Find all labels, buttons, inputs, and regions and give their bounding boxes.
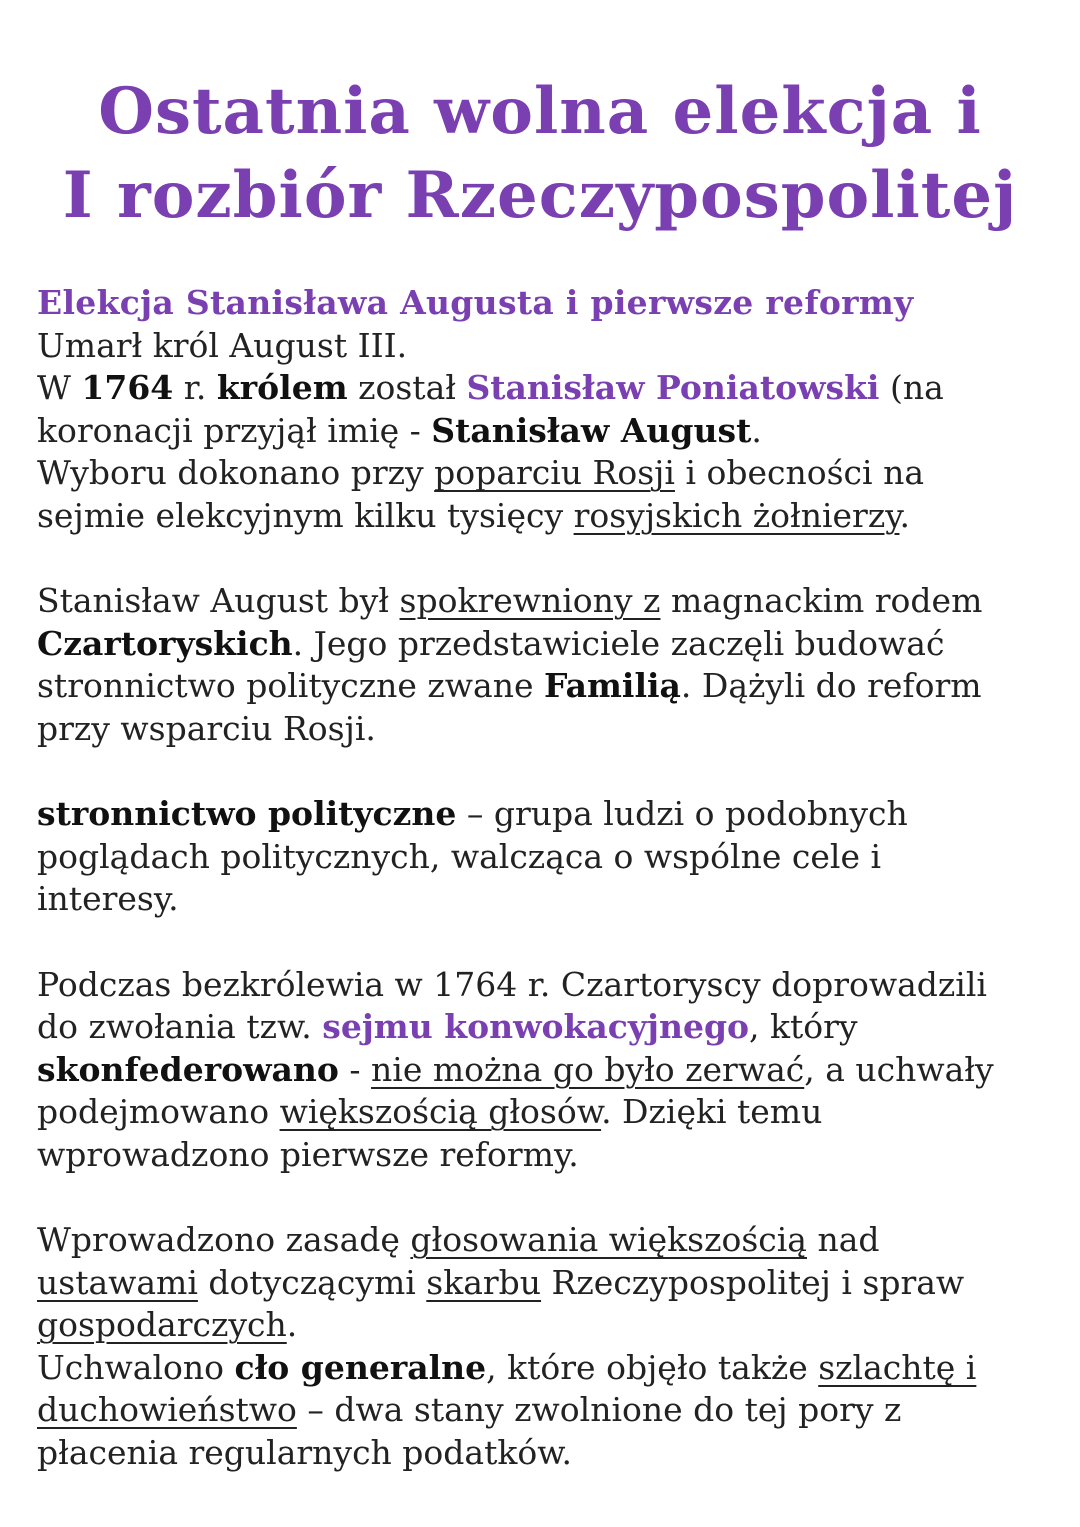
term-familia: Familią xyxy=(543,666,681,706)
text-span: , a uchwały xyxy=(804,1049,994,1089)
underlined-phrase: duchowieństwo xyxy=(37,1390,297,1430)
underlined-phrase: ustawami xyxy=(37,1262,198,1302)
text-line xyxy=(37,1304,1067,1347)
text-line xyxy=(37,367,1067,410)
document-body xyxy=(37,282,1067,1475)
paragraph-sejm-konwokacyjny xyxy=(37,964,1067,1177)
text-line xyxy=(37,1262,1067,1305)
term-czartoryskich: Czartoryskich xyxy=(37,623,293,663)
text-span: – dwa stany zwolnione do tej pory z xyxy=(296,1390,902,1430)
page-title xyxy=(0,70,1080,238)
text-span: . xyxy=(751,410,762,450)
text-line: płacenia regularnych podatków. xyxy=(37,1433,573,1473)
year-1764: 1764 xyxy=(81,368,174,408)
text-span: Wyboru dokonano przy xyxy=(37,453,435,493)
text-line: Podczas bezkrólewia w 1764 r. Czartoryscy doprowadzili xyxy=(37,964,987,1004)
text-line: wprowadzono pierwsze reformy. xyxy=(37,1134,579,1174)
term-stronnictwo-polityczne: stronnictwo polityczne xyxy=(37,794,457,834)
paragraph-czartoryscy xyxy=(37,580,1067,750)
text-span: Wprowadzono zasadę xyxy=(37,1220,411,1260)
text-span: . Dążyli do reform xyxy=(680,666,982,706)
name-stanislaw-august: Stanisław August xyxy=(431,410,752,450)
underlined-phrase: gospodarczych xyxy=(37,1305,287,1345)
text-span: . xyxy=(899,495,910,535)
text-line xyxy=(37,623,1067,666)
text-line xyxy=(37,793,1067,836)
text-span: , który xyxy=(749,1007,858,1047)
text-line: interesy. xyxy=(37,879,179,919)
text-span: podejmowano xyxy=(37,1092,280,1132)
paragraph-election xyxy=(37,325,1067,538)
text-span: , które objęło także xyxy=(486,1347,819,1387)
text-line xyxy=(37,1219,1067,1262)
title-line-2: I rozbiór Rzeczypospolitej xyxy=(62,158,1018,233)
title-line-1: Ostatnia wolna elekcja i xyxy=(98,74,982,149)
text-span: i obecności na xyxy=(674,453,924,493)
paragraph-reforms xyxy=(37,1219,1067,1475)
text-line xyxy=(37,1091,1067,1134)
underlined-phrase: skarbu xyxy=(426,1262,542,1302)
underlined-phrase: szlachtę i xyxy=(818,1347,977,1387)
text-span: do zwołania tzw. xyxy=(37,1007,323,1047)
name-stanislaw-poniatowski: Stanisław Poniatowski xyxy=(466,368,880,408)
text-line xyxy=(37,665,1067,708)
text-line: poglądach politycznych, walcząca o wspólne cele i xyxy=(37,836,882,876)
text-line xyxy=(37,410,1067,453)
underlined-phrase: poparciu Rosji xyxy=(434,453,675,493)
term-clo-generalne: cło generalne xyxy=(234,1347,487,1387)
term-sejm-konwokacyjny: sejmu konwokacyjnego xyxy=(322,1007,750,1047)
text-span: sejmie elekcyjnym kilku tysięcy xyxy=(37,495,574,535)
text-line: przy wsparciu Rosji. xyxy=(37,708,376,748)
text-span: (na xyxy=(879,368,944,408)
text-span: Stanisław August był xyxy=(37,581,400,621)
text-span: dotyczącymi xyxy=(197,1262,427,1302)
text-span: r. xyxy=(173,368,217,408)
text-span: . Jego przedstawiciele zaczęli budować xyxy=(292,623,945,663)
underlined-phrase: głosowania większością xyxy=(410,1220,807,1260)
text-line xyxy=(37,452,1067,495)
term-skonfederowano: skonfederowano xyxy=(37,1049,339,1089)
text-line xyxy=(37,580,1067,623)
text-span: został xyxy=(347,368,467,408)
text-span: magnackim rodem xyxy=(660,581,983,621)
text-span: Uchwalono xyxy=(37,1347,235,1387)
text-span: . Dzięki temu xyxy=(601,1092,823,1132)
underlined-phrase: spokrewniony z xyxy=(399,581,661,621)
paragraph-definition xyxy=(37,793,1067,921)
text-span: . xyxy=(286,1305,298,1345)
section-heading: Elekcja Stanisława Augusta i pierwsze reformy xyxy=(37,283,914,322)
text-line xyxy=(37,495,1067,538)
text-line xyxy=(37,1347,1067,1390)
text-span: stronnictwo polityczne zwane xyxy=(37,666,544,706)
underlined-phrase: większością głosów xyxy=(279,1092,602,1132)
text-line xyxy=(37,1389,1067,1432)
text-line xyxy=(37,1006,1067,1049)
text-span: W xyxy=(37,368,82,408)
term-krolem: królem xyxy=(216,368,348,408)
text-line: Umarł król August III. xyxy=(37,325,408,365)
text-span: - xyxy=(338,1049,372,1089)
underlined-phrase: rosyjskich żołnierzy xyxy=(573,495,900,535)
text-line xyxy=(37,1049,1067,1092)
text-span: nad xyxy=(806,1220,880,1260)
text-span: – grupa ludzi o podobnych xyxy=(456,794,908,834)
text-span: Rzeczypospolitej i spraw xyxy=(541,1262,965,1302)
underlined-phrase: nie można go było zerwać xyxy=(371,1049,805,1089)
text-span: koronacji przyjął imię - xyxy=(37,410,432,450)
